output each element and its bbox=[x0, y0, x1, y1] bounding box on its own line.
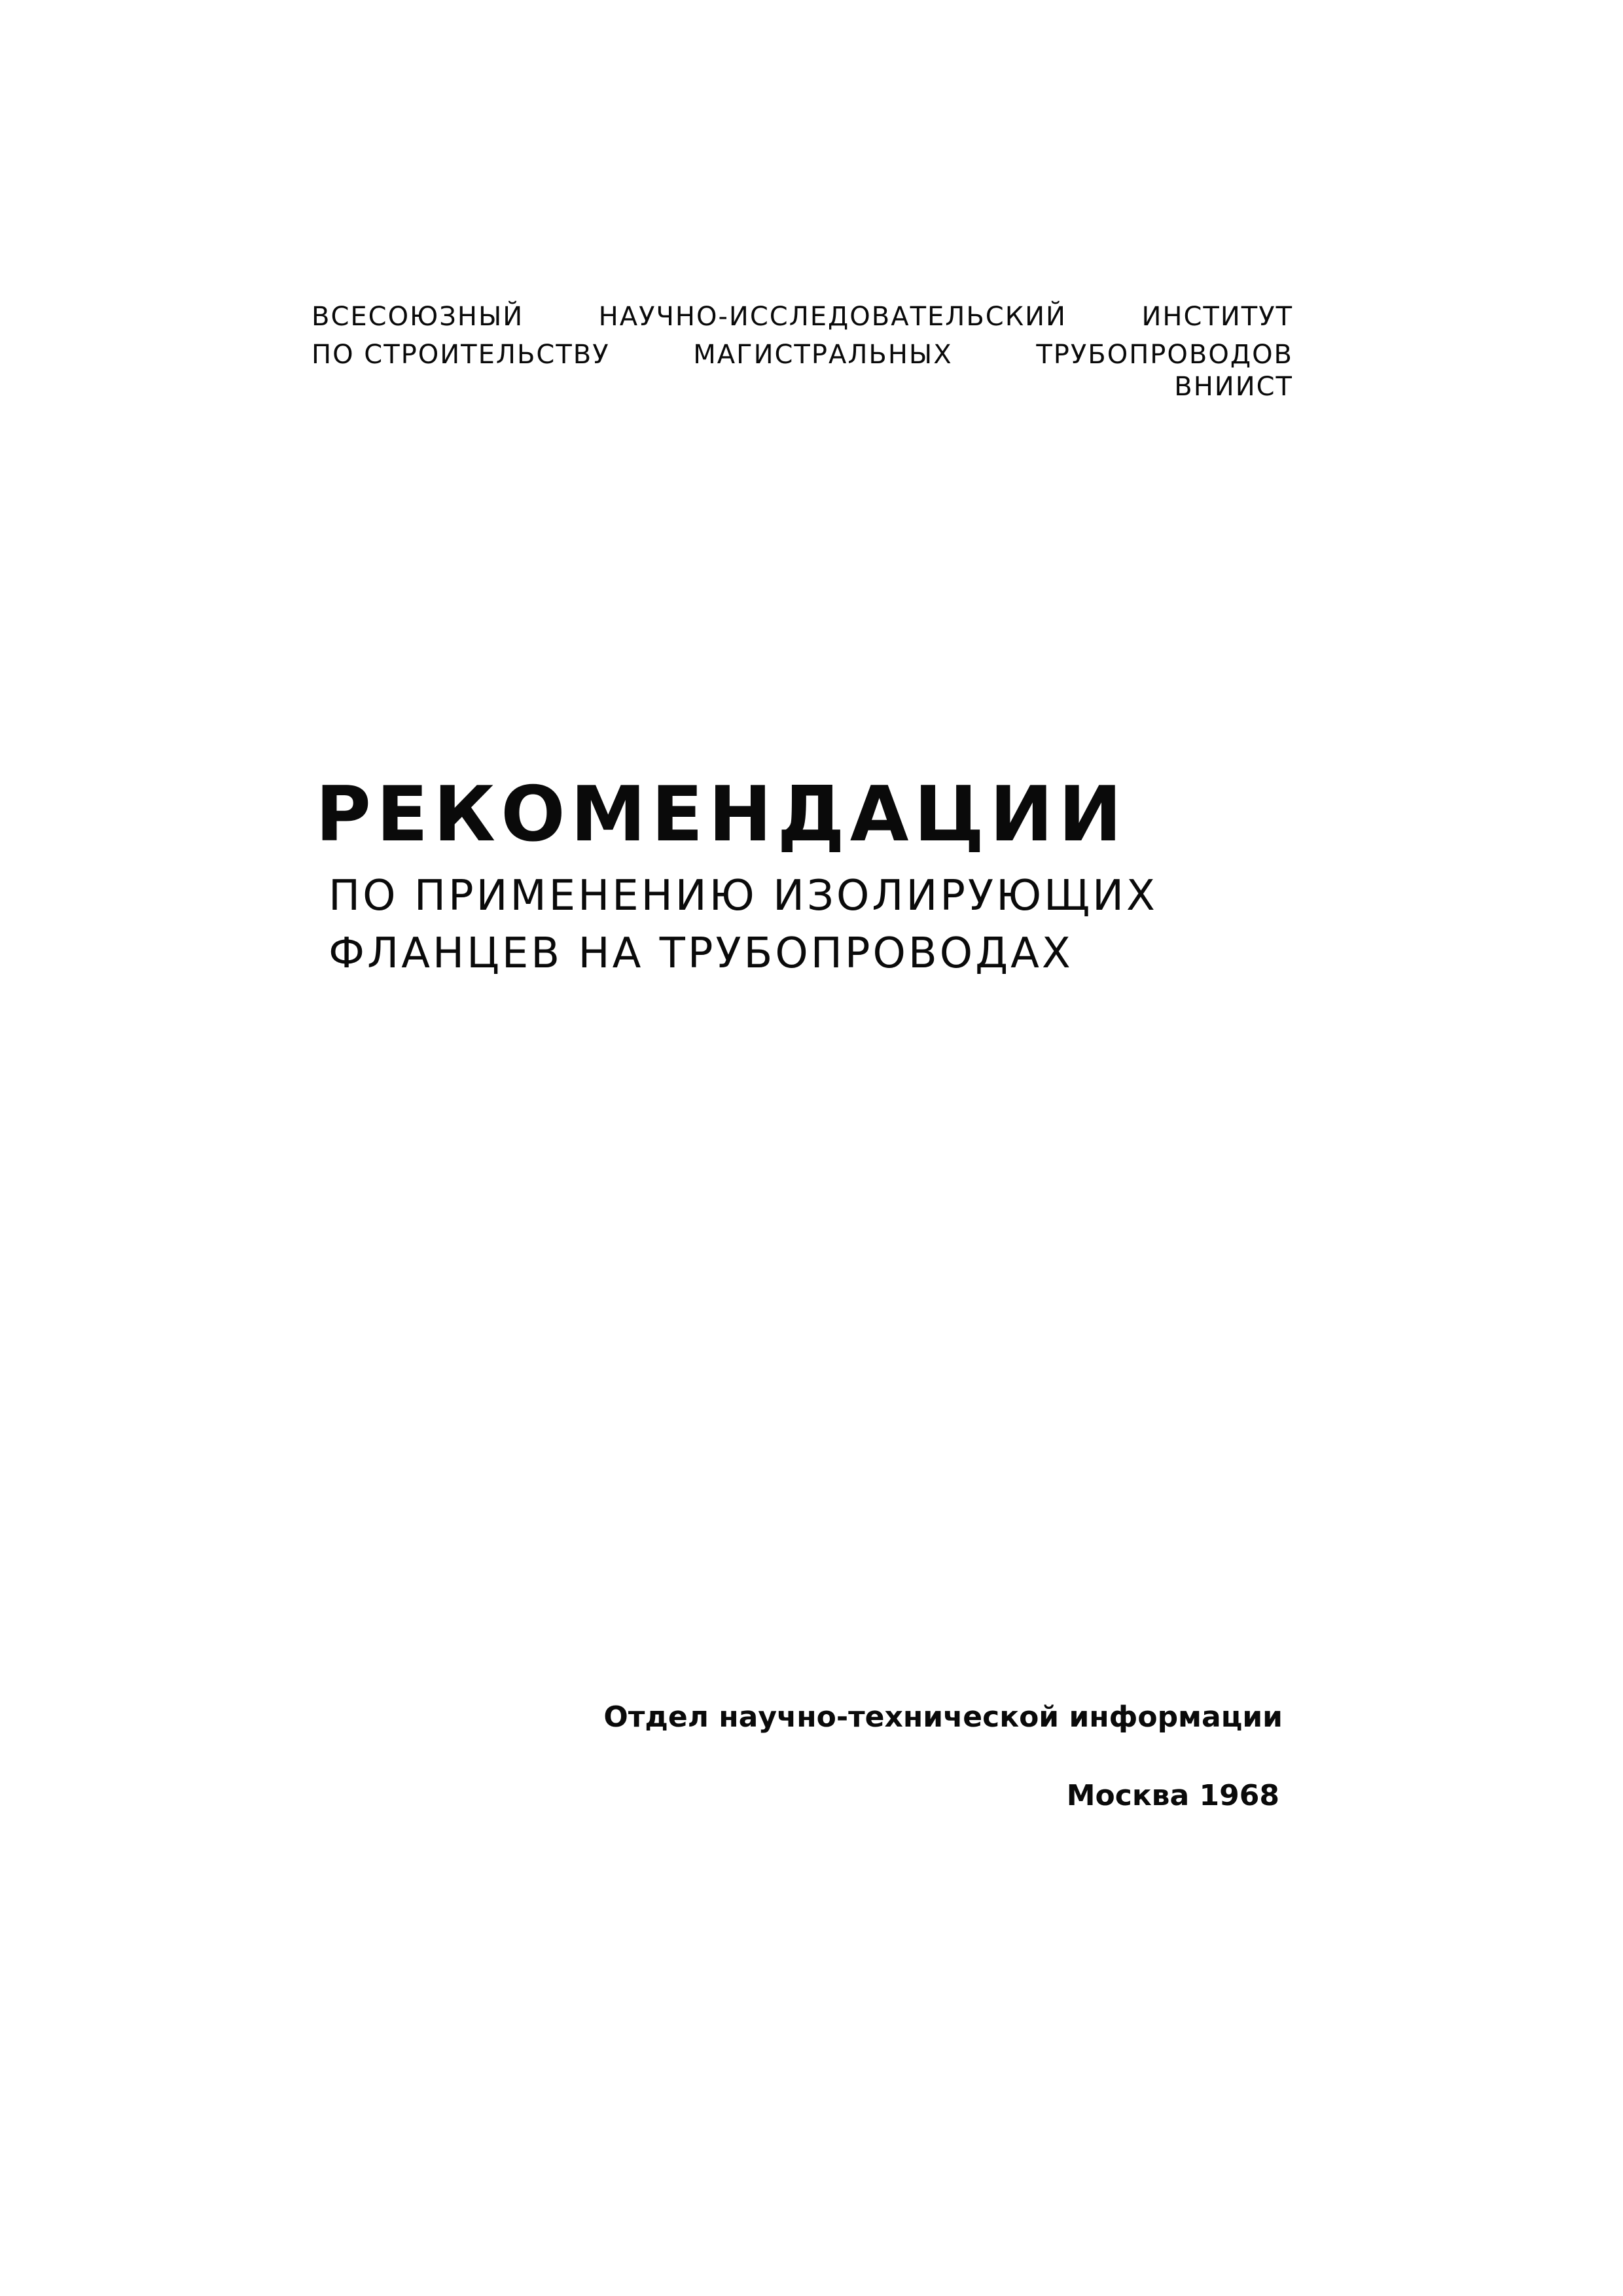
institution-word: НАУЧНО-ИССЛЕДОВАТЕЛЬСКИЙ bbox=[598, 302, 1067, 332]
publisher-city-year: Москва 1968 bbox=[1066, 1779, 1279, 1812]
institution-word: ИНСТИТУТ bbox=[1141, 302, 1293, 332]
institution-word: ТРУБОПРОВОДОВ bbox=[1036, 340, 1293, 370]
institution-line-1 bbox=[312, 298, 1293, 336]
document-subtitle bbox=[329, 867, 1158, 982]
institution-header bbox=[312, 298, 1293, 374]
subtitle-line-1: ПО ПРИМЕНЕНИЮ ИЗОЛИРУЮЩИХ bbox=[329, 872, 1158, 920]
institution-word: МАГИСТРАЛЬНЫХ bbox=[693, 340, 953, 370]
institution-word: ПО СТРОИТЕЛЬСТВУ bbox=[312, 340, 610, 370]
publisher-department: Отдел научно-технической информации bbox=[603, 1700, 1283, 1734]
institution-word: ВСЕСОЮЗНЫЙ bbox=[312, 302, 524, 332]
subtitle-line-2: ФЛАНЦЕВ НА ТРУБОПРОВОДАХ bbox=[329, 929, 1073, 978]
institution-line-2 bbox=[312, 336, 1293, 374]
document-title: РЕКОМЕНДАЦИИ bbox=[315, 770, 1128, 859]
institution-abbreviation: ВНИИСТ bbox=[1174, 372, 1293, 402]
